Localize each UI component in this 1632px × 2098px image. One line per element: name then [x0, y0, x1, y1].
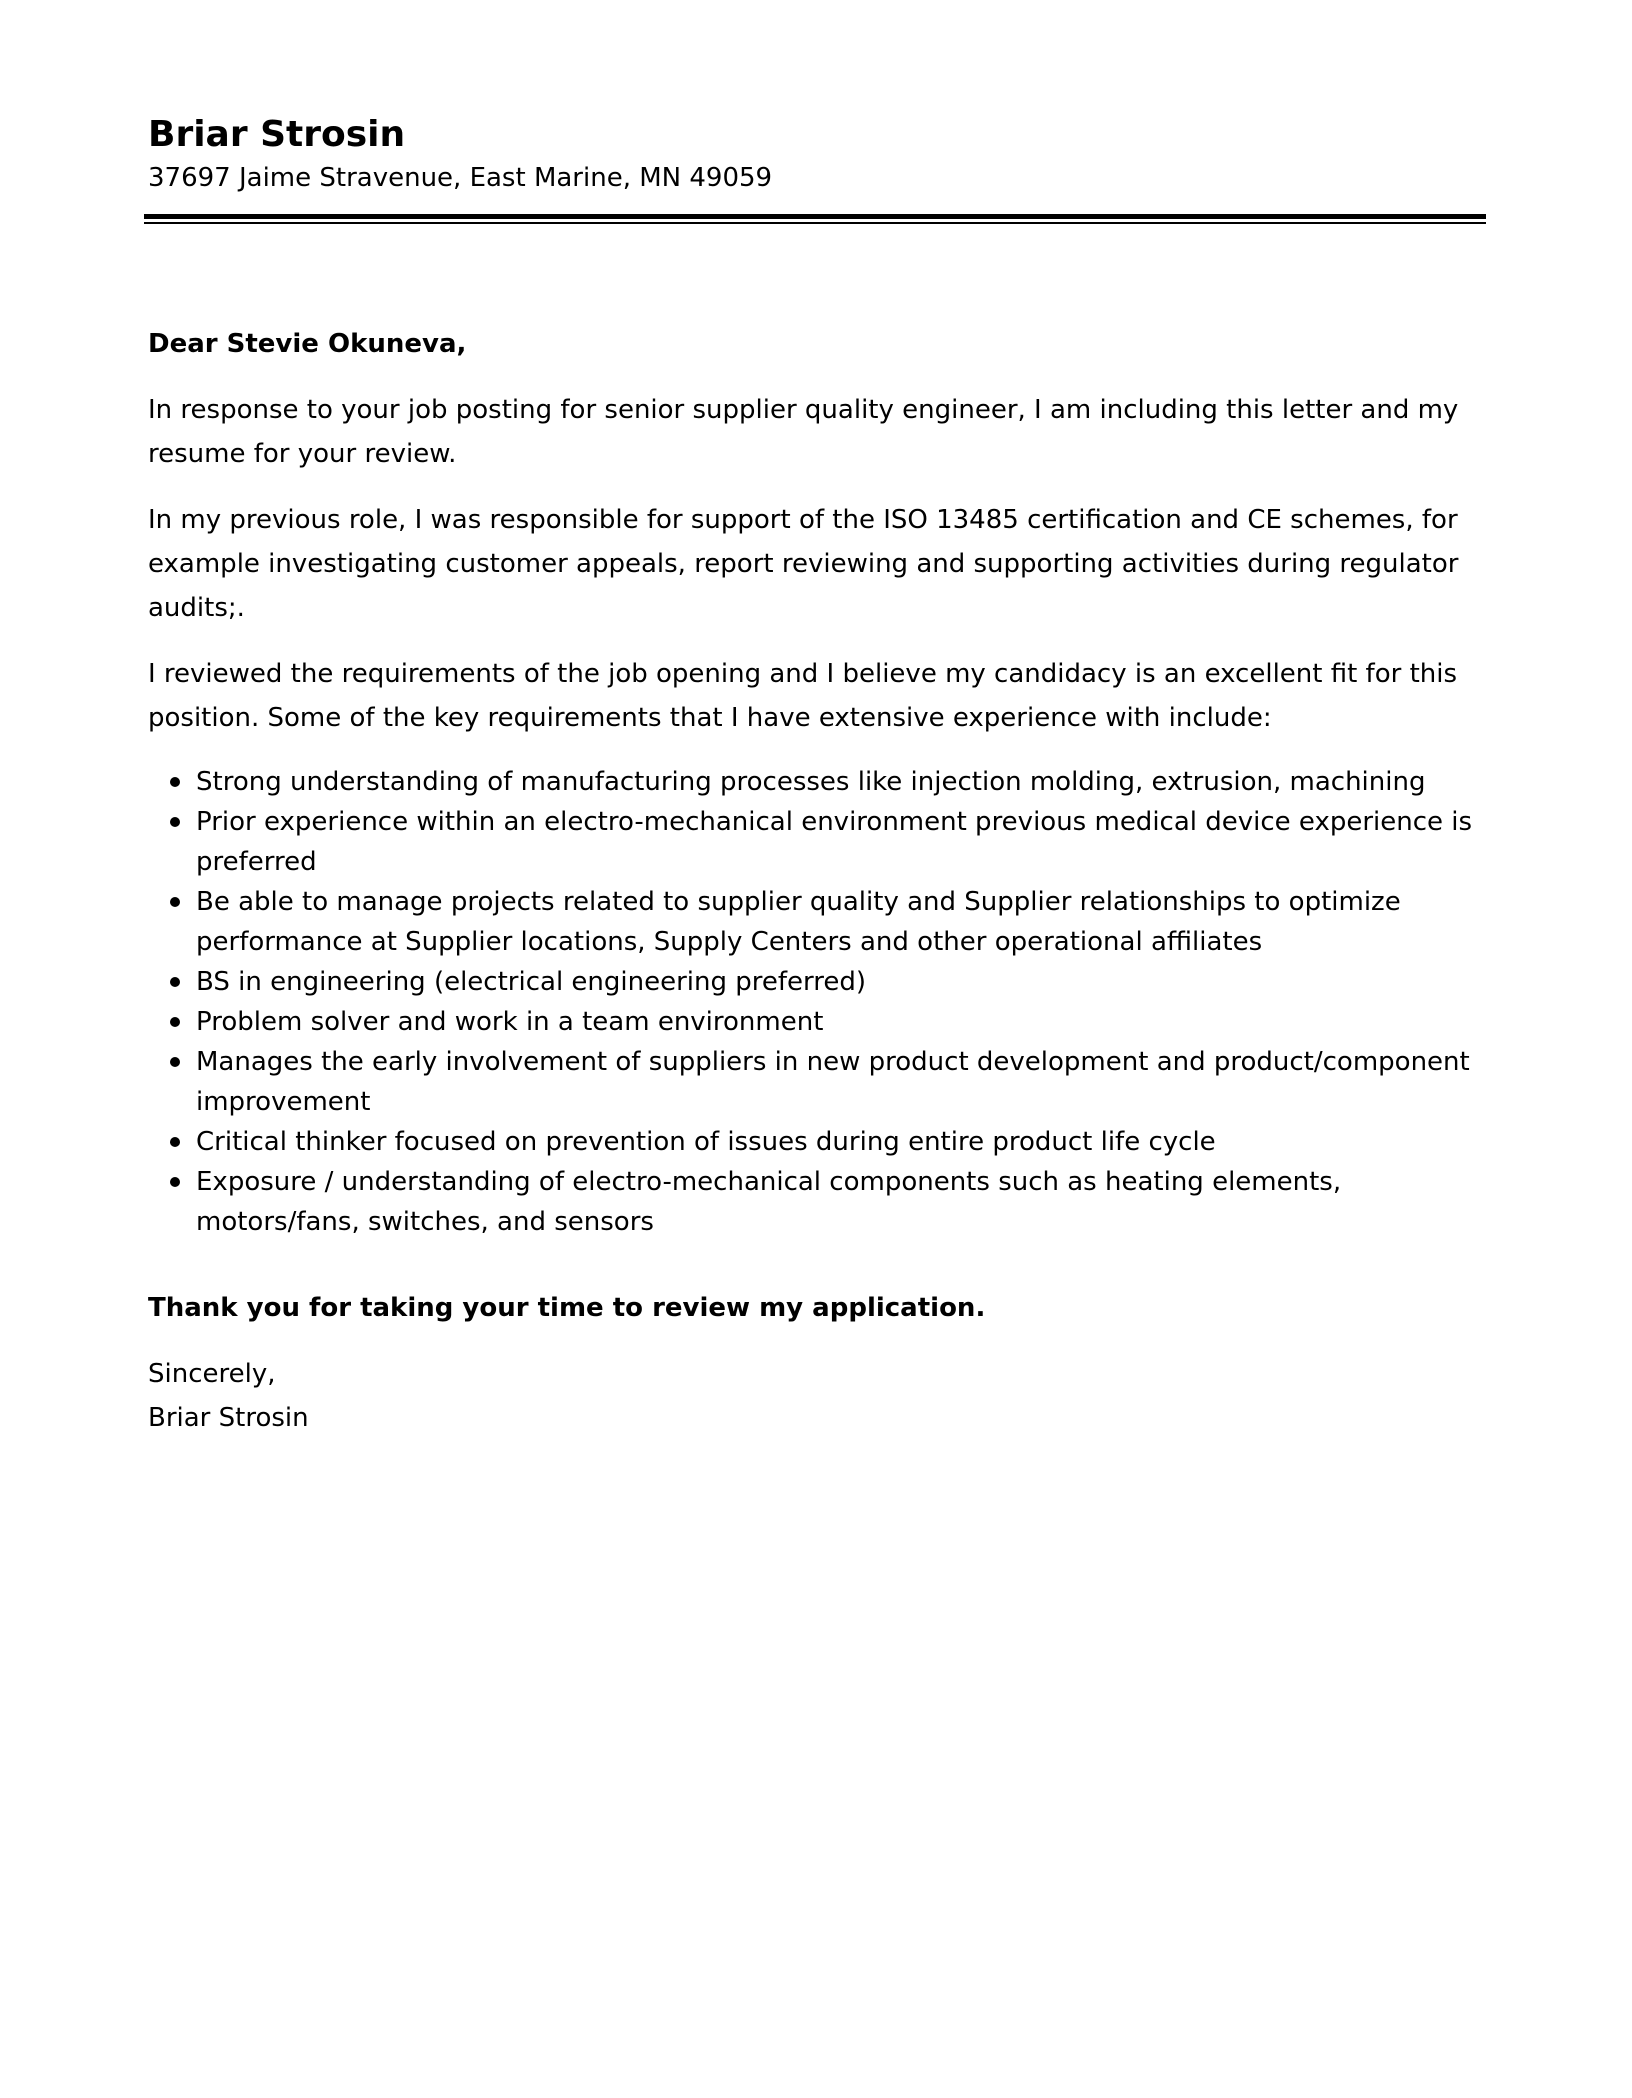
list-item: [148, 1122, 1488, 1162]
requirements-list: [148, 762, 1488, 1242]
header-divider: [144, 214, 1486, 224]
list-item-text: Manages the early involvement of suppliers in new product development and product/component improvement: [196, 1047, 1470, 1117]
list-item: [148, 882, 1488, 962]
header-divider-thick: [144, 214, 1486, 219]
paragraph-intro: In response to your job posting for senior supplier quality engineer, I am including this letter and my resume for your review.: [148, 395, 1459, 469]
bullet-icon: [170, 1057, 180, 1067]
list-item: [148, 1042, 1488, 1122]
list-item-text: BS in engineering (electrical engineering preferred): [196, 967, 867, 997]
thanks-line: Thank you for taking your time to review my application.: [148, 1293, 986, 1323]
closing-block: [148, 1352, 1488, 1440]
list-item-text: Prior experience within an electro-mechanical environment previous medical device experience is preferred: [196, 807, 1473, 877]
paragraph-previous-role: In my previous role, I was responsible for support of the ISO 13485 certification and CE schemes, for example investigating customer appeals, report reviewing and supporting activities during regulator audits;.: [148, 505, 1459, 623]
bullet-icon: [170, 1177, 180, 1187]
signature-name: Briar Strosin: [148, 1403, 309, 1433]
bullet-icon: [170, 897, 180, 907]
list-item: [148, 962, 1488, 1002]
sender-name: Briar Strosin: [148, 114, 406, 155]
list-item-text: Be able to manage projects related to supplier quality and Supplier relationships to optimize performance at Supplier locations, Supply Centers and other operational affiliates: [196, 887, 1401, 957]
closing-salutation: Sincerely,: [148, 1359, 276, 1389]
sender-address: 37697 Jaime Stravenue, East Marine, MN 49059: [148, 163, 773, 193]
bullet-icon: [170, 977, 180, 987]
cover-letter-page: [148, 110, 1488, 1440]
bullet-icon: [170, 1017, 180, 1027]
list-item: [148, 1162, 1488, 1242]
list-item-text: Problem solver and work in a team environment: [196, 1007, 824, 1037]
list-item-text: Critical thinker focused on prevention of issues during entire product life cycle: [196, 1127, 1216, 1157]
list-item: [148, 762, 1488, 802]
header-divider-thin: [144, 222, 1486, 224]
list-item: [148, 802, 1488, 882]
list-item-text: Strong understanding of manufacturing processes like injection molding, extrusion, machining: [196, 767, 1426, 797]
paragraph-requirements-intro: I reviewed the requirements of the job opening and I believe my candidacy is an excellent fit for this position. Some of the key requirements that I have extensive experience with include:: [148, 659, 1458, 733]
list-item: [148, 1002, 1488, 1042]
bullet-icon: [170, 817, 180, 827]
list-item-text: Exposure / understanding of electro-mechanical components such as heating elements, motors/fans, switches, and sensors: [196, 1167, 1342, 1237]
salutation: Dear Stevie Okuneva,: [148, 329, 467, 359]
bullet-icon: [170, 1137, 180, 1147]
bullet-icon: [170, 777, 180, 787]
